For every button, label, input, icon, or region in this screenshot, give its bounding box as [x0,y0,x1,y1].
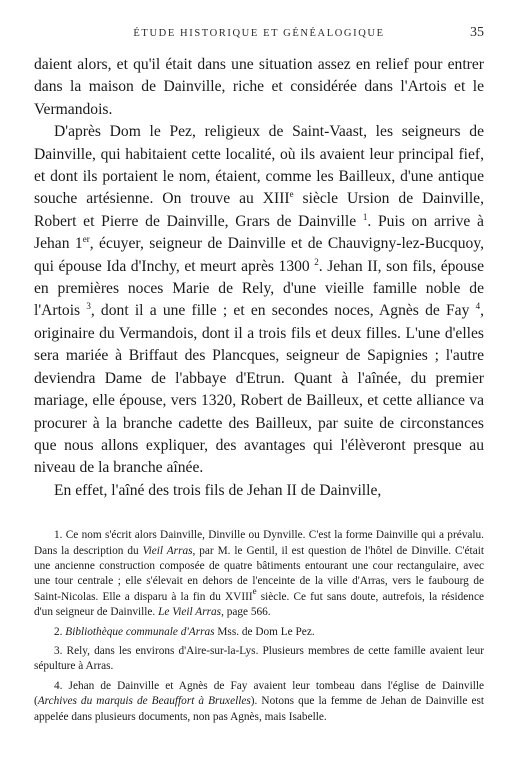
footnote-ref-3[interactable]: 3 [86,301,91,312]
main-text [34,54,484,502]
footnote-ref-4[interactable]: 4 [475,301,481,312]
footnote-2: 2. Bibliothèque communale d'Arras Mss. de Dom Le Pez. [54,625,315,638]
footnotes [34,528,484,725]
superscript: e [289,189,294,200]
running-title: ÉTUDE HISTORIQUE ET GÉNÉALOGIQUE [133,28,385,39]
superscript: e [252,585,257,596]
superscript: er [82,234,90,245]
paragraph-en-effet: En effet, l'aîné des trois fils de Jehan II de Dainville, [54,481,382,499]
footnote-ref-2[interactable]: 2 [314,256,319,267]
page-number: 35 [470,25,484,40]
paragraph-dom-le-pez: D'après Dom le Pez, religieux de Saint-Vaast, les seigneurs de Dainville, qui habitaient cette localité, où ils avaient leur principal fief, et dont ils portaient le nom, étaient, comme les Bailleux, d'une antique souche artésienne. On trouve au XIIIe siècle Ursion de Dainville, Robert et Pierre de Dainville, Grars de Dainville $^1$. Puis on arrive à Jehan 1er, écuyer, seigneur de Dainville et de Chauvigny-lez-Bucquoy, qui épouse Ida d'Inchy, et meurt après 1300 $^2$. Jehan II, son fils, épouse en premières noces Marie de Rely, d'une vieille famille noble de l'Artois $^3$, dont il a une fille ; et en secondes noces, Agnès de Fay $^4$, originaire du Vermandois, dont il a trois fils et deux filles. L'une d'elles sera mariée à Briffaut des Plancques, seigneur de Sapignies ; l'autre deviendra Dame de l'abbaye d'Etrun. Quant à l'aînée, du premier mariage, elle épouse, vers 1320, Robert de Bailleux, et cette alliance va procurer à la branche cadette des Bailleux, par suite de circonstances que nous allons expliquer, des avantages qui l'élèveront presque au niveau de la branche aînée. [34,123,485,477]
footnote-4: 4. Jehan de Dainville et Agnès de Fay avaient leur tombeau dans l'église de Dainville (Archives du marquis de Beauffort à Bruxelles). Notons que la femme de Jehan de Dainville est appelée dans plusieurs documents, non pas Agnès, mais Isabelle. [34,679,484,723]
footnote-3: 3. Rely, dans les environs d'Aire-sur-la-Lys. Plusieurs membres de cette famille avaient leur sépulture à Arras. [34,644,484,673]
paragraph-continuation: daient alors, et qu'il était dans une situation assez en relief pour entrer dans la maison de Dainville, riche et considérée dans l'Artois et le Vermandois. [34,56,484,118]
footnote-1: 1. Ce nom s'écrit alors Dainville, Dinville ou Dynville. C'est la forme Dainville qui a prévalu. Dans la description du Vieil Arras, par M. le Gentil, il est question de l'hôtel de Dinville. C'était une ancienne construction composée de quatre bâtiments entourant une cour rectangulaire, avec une tour centrale ; elle s'élevait en dehors de l'enceinte de la ville d'Arras, vers le faubourg de Saint-Nicolas. Elle a disparu à la fin du XVIIIe siècle. Ce fut sans doute, autrefois, la résidence d'un seigneur de Dainville. Le Vieil Arras, page 566. [34,529,484,619]
page-header [34,25,484,46]
footnote-ref-1[interactable]: 1 [362,211,368,222]
book-page [34,25,485,729]
